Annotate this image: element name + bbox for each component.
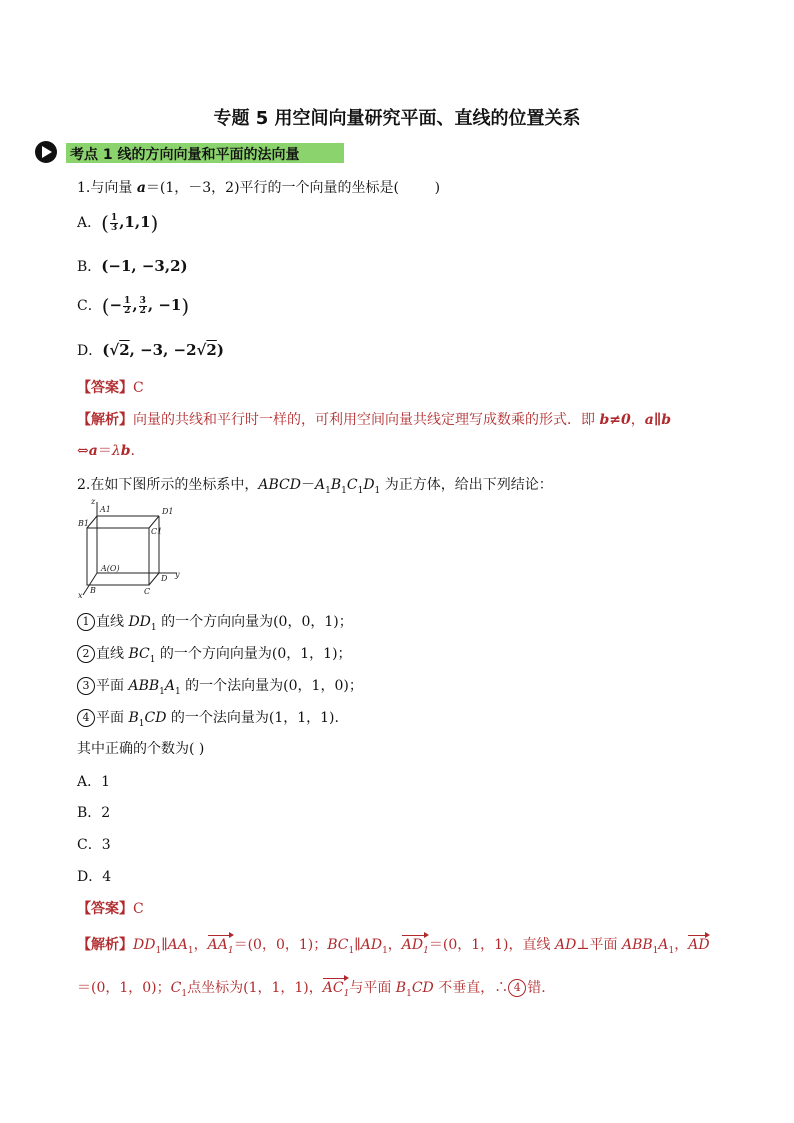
question-2-item-4: 4 平面 $B_1CD$ 的一个法向量为(1，1，1). [77, 707, 339, 729]
vertex-a-origin-label: A(O) [101, 564, 120, 573]
vertex-c-label: C [144, 587, 151, 596]
question-2-option-c: C．3 [77, 837, 111, 853]
question-2-answer: 【答案】C [77, 901, 144, 917]
axis-y-label: y [175, 570, 180, 579]
section-heading: 考点 1 线的方向向量和平面的法向量 [70, 147, 300, 163]
question-1-analysis-cont: ⇔a＝λb. [77, 443, 135, 459]
cube-figure [77, 498, 187, 598]
question-2-stem: 2.在如下图所示的坐标系中，$ABCD-A_1B_1C_1D_1$ 为正方体，给出下列结论： [77, 477, 553, 496]
question-1-answer: 【答案】C [77, 380, 144, 396]
play-arrow-icon [34, 140, 58, 164]
question-2-analysis: 【解析】$DD_1\parallel AA_1$，$AA_1=(0$，0，1)；$BC_1\parallel AD_1$，$AD_1=(0$，1，1)，直线 AD⊥平面 $ABB_1A_1$，AD [77, 937, 710, 956]
vertex-a1-label: A1 [100, 505, 111, 514]
question-1-option-b: B．(−1, −3,2) [77, 257, 188, 275]
vertex-c1-label: C1 [151, 527, 163, 536]
question-1-option-c: C．(− $\frac{1}{2}$ , $\frac{3}{2}$ , −1) [77, 294, 190, 318]
vertex-b-label: B [90, 586, 96, 595]
vertex-d1-label: D1 [162, 507, 174, 516]
question-1-option-d: D．(√2, −3, −2√2) [77, 341, 224, 359]
question-1-option-a: A．( $\frac{1}{3}$ ,1,1) [77, 211, 159, 235]
vertex-b1-label: B1 [78, 519, 89, 528]
question-2-question: 其中正确的个数为( ) [77, 741, 205, 757]
question-2-item-1: 1 直线 $DD_1$ 的一个方向向量为(0，0，1)； [77, 611, 353, 633]
axis-x-label: x [78, 591, 83, 598]
question-1-analysis: 【解析】向量的共线和平行时一样的，可利用空间向量共线定理写成数乘的形式．即 b≠0，a∥b [77, 412, 672, 428]
vertex-d-label: D [161, 574, 168, 583]
question-2-option-d: D．4 [77, 869, 112, 885]
question-1-stem: 1.与向量 a＝(1，－3，2)平行的一个向量的坐标是( ) [77, 180, 441, 196]
question-2-analysis-cont: ＝(0，1，0)；$C_1$点坐标为(1，1，1)，$AC_1$与平面 $B_1CD$ 不垂直，∴ 4 错. [77, 980, 546, 999]
question-2-option-b: B．2 [77, 805, 111, 821]
page-title: 专题 5 用空间向量研究平面、直线的位置关系 [213, 108, 581, 129]
question-2-item-2: 2 直线 $BC_1$ 的一个方向向量为(0，1，1)； [77, 643, 352, 665]
question-2-option-a: A．1 [77, 774, 111, 790]
axis-z-label: z [91, 498, 96, 506]
question-2-item-3: 3 平面 $ABB_1A_1$ 的一个法向量为(0，1，0)； [77, 675, 363, 697]
